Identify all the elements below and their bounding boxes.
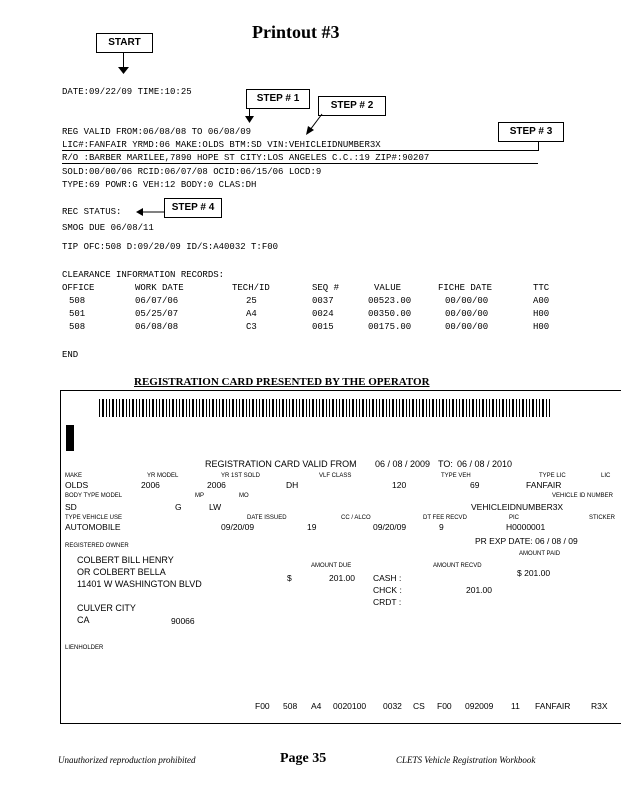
clearance-header-office: OFFICE [62,283,95,293]
valid-to-label: TO: [438,459,453,469]
dt-value: 09/20/09 [373,522,407,532]
underline-lic [62,150,538,151]
table-cell: 0037 [312,296,334,306]
start-arrow-head [118,67,129,74]
table-cell: 00/00/00 [445,322,489,332]
step2-arrow [304,112,324,136]
vin-value: VEHICLEIDNUMBER3X [471,502,564,512]
step2-box: STEP # 2 [318,96,386,116]
table-cell: 00523.00 [368,296,412,306]
registration-card [60,390,621,724]
step4-arrow [136,208,164,216]
chck-label: CHCK : [373,585,402,595]
dt2-value: 9 [439,522,444,532]
table-cell: A00 [533,296,550,306]
bottom-code: 0032 [383,701,402,711]
sold-line: SOLD:00/00/06 RCID:06/07/08 OCID:06/15/06 LOCD:9 [62,167,322,177]
sticker-label: STICKER [589,515,616,521]
bottom-code: CS [413,701,425,711]
owner-label: REGISTERED OWNER [65,543,129,549]
bottom-code: FANFAIR [535,701,571,711]
valid-to: 06 / 08 / 2010 [457,459,513,469]
step3-bracket [538,141,539,151]
amount-due-label: AMOUNT DUE [311,563,352,569]
underline-ro [62,163,538,164]
clearance-header-seq: SEQ # [312,283,340,293]
issued-value: 09/20/09 [221,522,255,532]
footer-right: CLETS Vehicle Registration Workbook [396,755,536,765]
clearance-header-fiche: FICHE DATE [438,283,493,293]
table-cell: 05/25/07 [135,309,179,319]
pic-label: PIC [509,515,520,521]
type-line: TYPE:69 POWR:G VEH:12 BODY:0 CLAS:DH [62,180,257,190]
table-cell: 00/00/00 [445,296,489,306]
rec-status: REC STATUS: [62,207,122,217]
use-label: TYPE VEHICLE USE [65,515,123,521]
step4-box: STEP # 4 [164,198,222,218]
bottom-code: F00 [255,701,270,711]
yr-sold-label: YR 1ST SOLD [221,473,260,479]
smog-line: SMOG DUE 06/08/11 [62,223,154,233]
cash-label: CASH : [373,573,402,583]
amount-paid-label: AMOUNT PAID [519,551,561,557]
vlf-label: VLF CLASS [319,473,352,479]
make-value: OLDS [65,480,89,490]
mp-label: MP [195,493,204,499]
start-box: START [96,33,153,53]
yr-model-value: 2006 [141,480,160,490]
dh-value: DH [286,480,299,490]
ro-line: R/O :BARBER MARILEE,7890 HOPE ST CITY:LOS ANGELES C.C.:19 ZIP#:90207 [62,153,430,163]
table-cell: H00 [533,309,550,319]
type-veh-label: TYPE VEH [441,473,471,479]
owner-state: CA [77,615,90,625]
table-cell: 508 [69,322,86,332]
bottom-code: 0020100 [333,701,367,711]
amount-due-sign: $ [287,573,292,583]
type-lic-label: TYPE LIC [539,473,566,479]
lic-line: LIC#:FANFAIR YRMD:06 MAKE:OLDS BTM:SD VIN:VEHICLEIDNUMBER3X [62,140,381,150]
pr-exp-date: PR EXP DATE: 06 / 08 / 09 [475,536,578,546]
owner-city: CULVER CITY [77,603,136,613]
owner-line-1: COLBERT BILL HENRY [77,555,174,565]
crdt-label: CRDT : [373,597,402,607]
mp-value: G [175,502,182,512]
yr-model-label: YR MODEL [147,473,179,479]
make-label: MAKE [65,473,83,479]
mo-label: MO [239,493,249,499]
valid-from: 06 / 08 / 2009 [375,459,431,469]
black-marker [66,425,74,451]
step3-box: STEP # 3 [498,122,564,142]
pic-value: H0000001 [506,522,546,532]
yr-sold-value: 2006 [207,480,226,490]
table-cell: 0015 [312,322,334,332]
amount-paid-value: $ 201.00 [517,568,551,578]
dt-label: DT FEE RECVD [423,515,467,521]
table-cell: H00 [533,322,550,332]
reg-line: REG VALID FROM:06/08/08 TO 06/08/09 [62,127,252,137]
lic-label: LIC [601,473,611,479]
amount-recvd-value: 201.00 [466,585,492,595]
owner-zip: 90066 [171,616,195,626]
clearance-header-date: WORK DATE [135,283,184,293]
bottom-code: R3X [591,701,608,711]
use-value: AUTOMOBILE [65,522,121,532]
lienholder-label: LIENHOLDER [65,645,104,651]
table-cell: 501 [69,309,86,319]
card-heading: REGISTRATION CARD PRESENTED BY THE OPERATOR [134,376,430,388]
page-title: Printout #3 [252,22,340,42]
table-cell: C3 [246,322,257,332]
clearance-header-tech: TECH/ID [232,283,270,293]
valid-label: REGISTRATION CARD VALID FROM [205,459,357,469]
bottom-code: 092009 [465,701,494,711]
clearance-header-value: VALUE [374,283,402,293]
end-marker: END [62,350,79,360]
clearance-heading: CLEARANCE INFORMATION RECORDS: [62,270,225,280]
body-label: BODY TYPE MODEL [65,493,123,499]
table-cell: A4 [246,309,257,319]
owner-line-2: OR COLBERT BELLA [77,567,166,577]
body-value: SD [65,502,77,512]
bottom-code: 11 [511,701,520,711]
cc-label: CC / ALCO [341,515,371,521]
barcode [99,399,551,417]
table-cell: 06/07/06 [135,296,179,306]
cc-value: 19 [307,522,317,532]
tip-line: TIP OFC:508 D:09/20/09 ID/S:A40032 T:F00 [62,242,279,252]
issued-label: DATE ISSUED [247,515,287,521]
amount-recvd-label: AMOUNT RECVD [433,563,482,569]
bottom-code: A4 [311,701,322,711]
step1-arrow-head [245,116,254,123]
table-cell: 00175.00 [368,322,412,332]
footer-left: Unauthorized reproduction prohibited [58,755,196,765]
table-cell: 508 [69,296,86,306]
table-cell: 0024 [312,309,334,319]
owner-line-3: 11401 W WASHINGTON BLVD [77,579,202,589]
page-number: Page 35 [280,751,327,766]
bottom-code: 508 [283,701,298,711]
table-cell: 25 [246,296,257,306]
step1-box: STEP # 1 [246,89,310,109]
vlf-value: 120 [392,480,407,490]
amount-due-value: 201.00 [329,573,355,583]
table-cell: 00350.00 [368,309,412,319]
vin-label: VEHICLE ID NUMBER [552,493,614,499]
type-veh-value: 69 [470,480,480,490]
date-line: DATE:09/22/09 TIME:10:25 [62,87,192,97]
clearance-header-ttc: TTC [533,283,550,293]
mo-value: LW [209,502,222,512]
table-cell: 06/08/08 [135,322,179,332]
table-cell: 00/00/00 [445,309,489,319]
bottom-code: F00 [437,701,452,711]
type-lic-value: FANFAIR [526,480,562,490]
